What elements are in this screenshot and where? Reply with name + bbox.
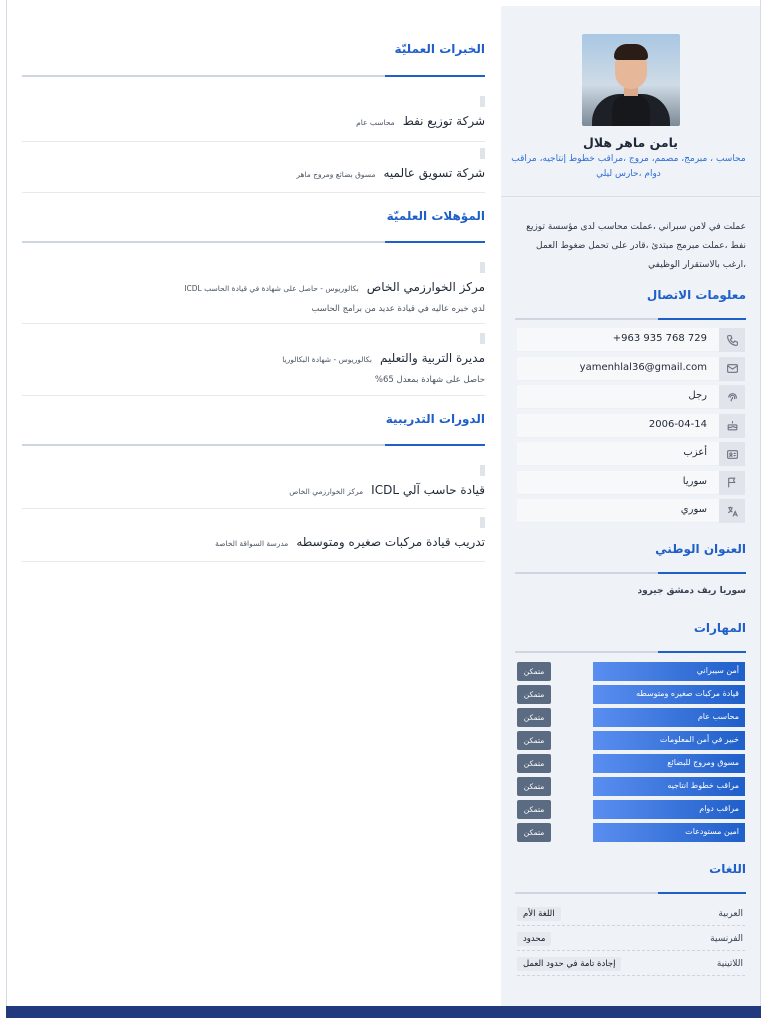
item-subtitle: بكالوريوس - حاصل على شهادة في قيادة الحاسب ICDL — [184, 284, 359, 293]
fingerprint-icon — [719, 385, 745, 409]
language-row — [517, 929, 745, 951]
contact-row — [517, 357, 745, 381]
contact-value: yamenhlal36@gmail.com — [579, 361, 707, 373]
skill-name: أمن سيبراني — [696, 666, 739, 675]
photo-hair-shape — [614, 44, 648, 60]
page-edge-left — [6, 0, 7, 1006]
item-title-line — [215, 535, 485, 549]
item-title-line — [296, 166, 485, 180]
item-subtitle: محاسب عام — [356, 118, 395, 127]
item-title: شركة تسويق عالميه — [383, 166, 485, 180]
contact-section-underline — [515, 318, 746, 320]
contact-row — [517, 385, 745, 409]
item-subtitle: مدرسة السواقة الخاصة — [215, 539, 289, 548]
id-card-icon — [719, 442, 745, 466]
skill-name: خبير في أمن المعلومات — [659, 735, 739, 744]
education-item — [22, 262, 485, 312]
skills-section-underline — [515, 651, 746, 653]
skills-section-title: المهارات — [693, 621, 746, 635]
footer-bar — [6, 1006, 761, 1018]
language-name: العربية — [718, 909, 743, 919]
item-divider — [22, 192, 485, 193]
skill-level-badge: متمكن — [517, 754, 551, 773]
experience-item — [22, 148, 485, 198]
contact-row — [517, 471, 745, 495]
item-title-line — [289, 483, 485, 497]
contact-value: أعزب — [683, 447, 707, 458]
contact-row — [517, 328, 745, 352]
skill-level-badge: متمكن — [517, 731, 551, 750]
address-section-title: العنوان الوطني — [655, 542, 746, 556]
item-marker — [480, 465, 485, 476]
item-title-line — [356, 114, 485, 128]
skill-name: مسوق ومروج للبضائع — [667, 758, 739, 767]
education-item — [22, 333, 485, 383]
item-subtitle: مسوق بضائع ومروج ماهر — [296, 170, 376, 179]
item-marker — [480, 148, 485, 159]
photo-shirt-shape — [612, 94, 650, 126]
skill-level-badge: متمكن — [517, 662, 551, 681]
item-title: قيادة حاسب آلي ICDL — [371, 483, 485, 497]
item-divider — [22, 141, 485, 142]
contact-value: سوري — [680, 504, 707, 515]
language-level-badge: محدود — [517, 932, 551, 946]
item-marker — [480, 262, 485, 273]
experience-item — [22, 96, 485, 146]
skill-row — [517, 777, 745, 796]
contact-row — [517, 499, 745, 523]
translate-icon — [719, 499, 745, 523]
skill-name: محاسب عام — [697, 712, 739, 721]
flag-icon — [719, 471, 745, 495]
email-icon — [719, 357, 745, 381]
courses-item — [22, 517, 485, 567]
item-divider — [22, 561, 485, 562]
item-divider — [22, 508, 485, 509]
skill-level-badge: متمكن — [517, 708, 551, 727]
item-subtitle: مركز الخوارزمي الخاص — [289, 487, 364, 496]
courses-section-underline — [22, 444, 485, 446]
profile-summary: عملت في لامن سبراني ،عملت محاسب لدى مؤسسة توزيع نفط ،عملت مبرمج مبتدئ ،قادر على تحمل ضغوط العمل ،ارغب بالاستقرار الوظيفي — [526, 222, 746, 270]
skill-name: قيادة مركبات صغيره ومتوسطه — [636, 689, 739, 698]
item-title-line — [282, 351, 485, 365]
contact-row — [517, 414, 745, 438]
language-row — [517, 954, 745, 976]
language-name: اللاتينية — [716, 959, 743, 969]
item-marker — [480, 96, 485, 107]
skill-level-badge: متمكن — [517, 777, 551, 796]
skill-row — [517, 800, 745, 819]
item-divider — [22, 395, 485, 396]
courses-section-title: الدورات التدريبية — [385, 412, 485, 426]
item-divider — [22, 323, 485, 324]
item-title: مديرة التربية والتعليم — [379, 351, 485, 365]
skill-row — [517, 731, 745, 750]
skill-level-badge: متمكن — [517, 823, 551, 842]
profile-photo — [582, 34, 680, 126]
languages-section-title: اللغات — [709, 862, 746, 876]
profile-job-titles: محاسب ، مبرمج، مصمم، مروج ،مراقب خطوط إنتاجيه، مراقب دوام ،حارس ليلي — [511, 154, 746, 179]
skill-row — [517, 685, 745, 704]
language-name: الفرنسية — [710, 934, 743, 944]
sidebar — [501, 6, 760, 1006]
item-title-line — [184, 280, 485, 294]
item-title: شركة توزيع نفط — [402, 114, 485, 128]
contact-section-title: معلومات الاتصال — [646, 288, 746, 302]
phone-icon — [719, 328, 745, 352]
contact-value: رجل — [688, 390, 707, 401]
skill-row — [517, 662, 745, 681]
item-subtitle: بكالوريوس - شهادة البكالوريا — [282, 355, 372, 364]
contact-value: +963 935 768 729 — [612, 333, 707, 344]
languages-section-underline — [515, 892, 746, 894]
skill-row — [517, 823, 745, 842]
education-section-underline — [22, 241, 485, 243]
language-level-badge: إجادة تامة في حدود العمل — [517, 957, 621, 971]
contact-row — [517, 442, 745, 466]
cake-icon — [719, 414, 745, 438]
skill-name: امين مستودعات — [685, 827, 739, 836]
skill-name: مراقب دوام — [699, 804, 739, 813]
item-description: لدي خبره عاليه في قيادة عديد من برامج الحاسب — [311, 304, 485, 314]
language-row — [517, 904, 745, 926]
page-edge-right — [760, 0, 761, 1006]
item-marker — [480, 517, 485, 528]
item-marker — [480, 333, 485, 344]
skill-name: مراقب خطوط انتاجيه — [667, 781, 739, 790]
profile-name: يامن ماهر هلال — [583, 135, 678, 150]
experience-section-underline — [22, 75, 485, 77]
language-level-badge: اللغة الأم — [517, 907, 561, 921]
skill-row — [517, 754, 745, 773]
sidebar-divider — [501, 196, 760, 197]
skill-row — [517, 708, 745, 727]
contact-value: سوريا — [682, 475, 707, 487]
experience-section-title: الخبرات العمليّة — [394, 42, 485, 56]
item-title: تدريب قيادة مركبات صغيره ومتوسطه — [296, 535, 485, 549]
skill-level-badge: متمكن — [517, 800, 551, 819]
contact-value: 2006-04-14 — [648, 418, 707, 430]
skill-level-badge: متمكن — [517, 685, 551, 704]
item-title: مركز الخوارزمي الخاص — [366, 280, 485, 294]
address-section-underline — [515, 572, 746, 574]
item-description: حاصل على شهادة بمعدل 65% — [374, 375, 485, 385]
education-section-title: المؤهلات العلميّة — [386, 209, 485, 223]
address-value: سوريا ريف دمشق جيرود — [637, 586, 746, 596]
